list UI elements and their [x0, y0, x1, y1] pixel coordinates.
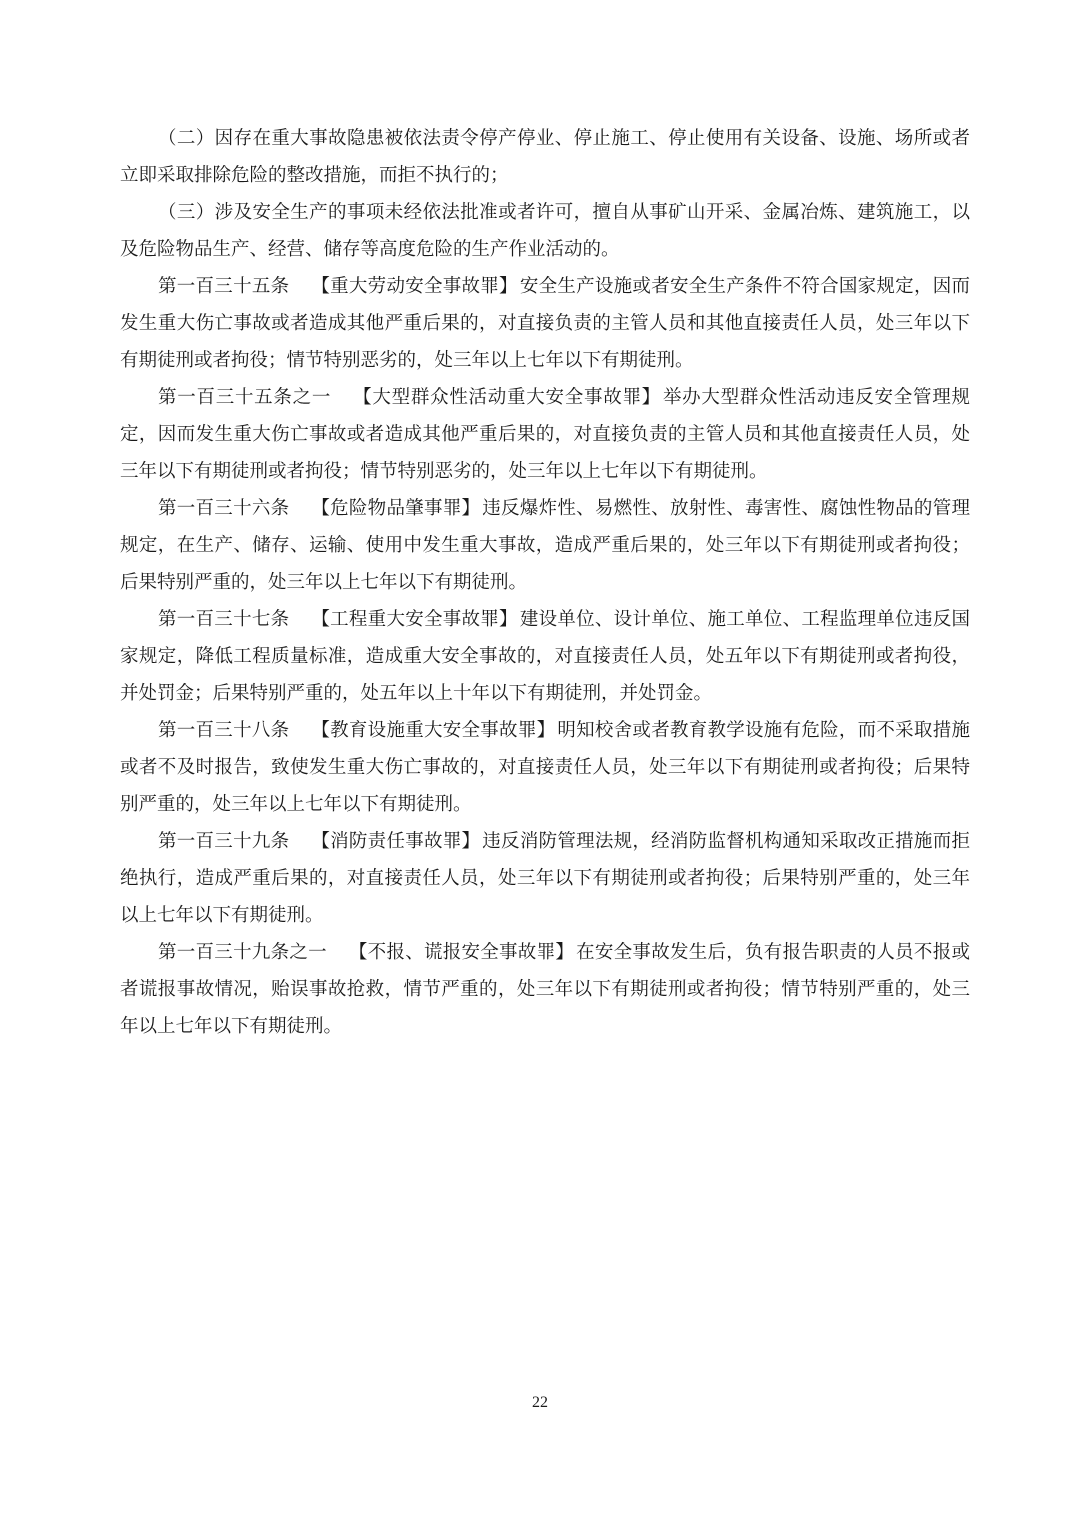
article-text: 建设单位、设计单位、施工单位、工程监理单位违反国家规定，降低工程质量标准，造成重大安全事故的，对直接责任人员，处五年以下有期徒刑或者拘役，并处罚金；后果特别严重的，处五年以上十年以下有期徒刑，并处罚金。 [120, 609, 970, 704]
article-number: 第一百三十九条 [158, 831, 290, 852]
crime-title: 【重大劳动安全事故罪】 [311, 276, 518, 297]
article-136 [120, 490, 970, 601]
article-number: 第一百三十六条 [158, 498, 290, 519]
document-body [120, 120, 970, 1045]
paragraph-item-2 [120, 120, 970, 194]
article-number: 第一百三十七条 [158, 609, 290, 630]
article-135-1 [120, 379, 970, 490]
crime-title: 【不报、谎报安全事故罪】 [348, 942, 575, 963]
article-number: 第一百三十九条之一 [158, 942, 327, 963]
crime-title: 【大型群众性活动重大安全事故罪】 [353, 387, 661, 408]
article-text: 违反消防管理法规，经消防监督机构通知采取改正措施而拒绝执行，造成严重后果的，对直接责任人员，处三年以下有期徒刑或者拘役；后果特别严重的，处三年以上七年以下有期徒刑。 [120, 831, 970, 926]
article-number: 第一百三十五条之一 [158, 387, 332, 408]
article-text: 安全生产设施或者安全生产条件不符合国家规定，因而发生重大伤亡事故或者造成其他严重后果的，对直接负责的主管人员和其他直接责任人员，处三年以下有期徒刑或者拘役；情节特别恶劣的，处三年以上七年以下有期徒刑。 [120, 276, 970, 371]
crime-title: 【工程重大安全事故罪】 [311, 609, 518, 630]
page-number: 22 [532, 1394, 548, 1411]
crime-title: 【危险物品肇事罪】 [311, 498, 481, 519]
paragraph-item-3 [120, 194, 970, 268]
crime-title: 【教育设施重大安全事故罪】 [311, 720, 556, 741]
article-137 [120, 601, 970, 712]
paragraph-text: （三）涉及安全生产的事项未经依法批准或者许可，擅自从事矿山开采、金属冶炼、建筑施工，以及危险物品生产、经营、储存等高度危险的生产作业活动的。 [120, 202, 970, 260]
article-text: 明知校舍或者教育教学设施有危险，而不采取措施或者不及时报告，致使发生重大伤亡事故的，对直接责任人员，处三年以下有期徒刑或者拘役；后果特别严重的，处三年以上七年以下有期徒刑。 [120, 720, 970, 815]
article-text: 举办大型群众性活动违反安全管理规定，因而发生重大伤亡事故或者造成其他严重后果的，对直接负责的主管人员和其他直接责任人员，处三年以下有期徒刑或者拘役；情节特别恶劣的，处三年以上七年以下有期徒刑。 [120, 387, 970, 482]
article-number: 第一百三十五条 [158, 276, 290, 297]
paragraph-text: （二）因存在重大事故隐患被依法责令停产停业、停止施工、停止使用有关设备、设施、场所或者立即采取排除危险的整改措施，而拒不执行的； [120, 128, 970, 186]
article-139-1 [120, 934, 970, 1045]
article-text: 在安全事故发生后，负有报告职责的人员不报或者谎报事故情况，贻误事故抢救，情节严重的，处三年以下有期徒刑或者拘役；情节特别严重的，处三年以上七年以下有期徒刑。 [120, 942, 970, 1037]
crime-title: 【消防责任事故罪】 [311, 831, 481, 852]
article-138 [120, 712, 970, 823]
article-number: 第一百三十八条 [158, 720, 290, 741]
article-135 [120, 268, 970, 379]
article-text: 违反爆炸性、易燃性、放射性、毒害性、腐蚀性物品的管理规定，在生产、储存、运输、使用中发生重大事故，造成严重后果的，处三年以下有期徒刑或者拘役；后果特别严重的，处三年以上七年以下有期徒刑。 [120, 498, 970, 593]
article-139 [120, 823, 970, 934]
